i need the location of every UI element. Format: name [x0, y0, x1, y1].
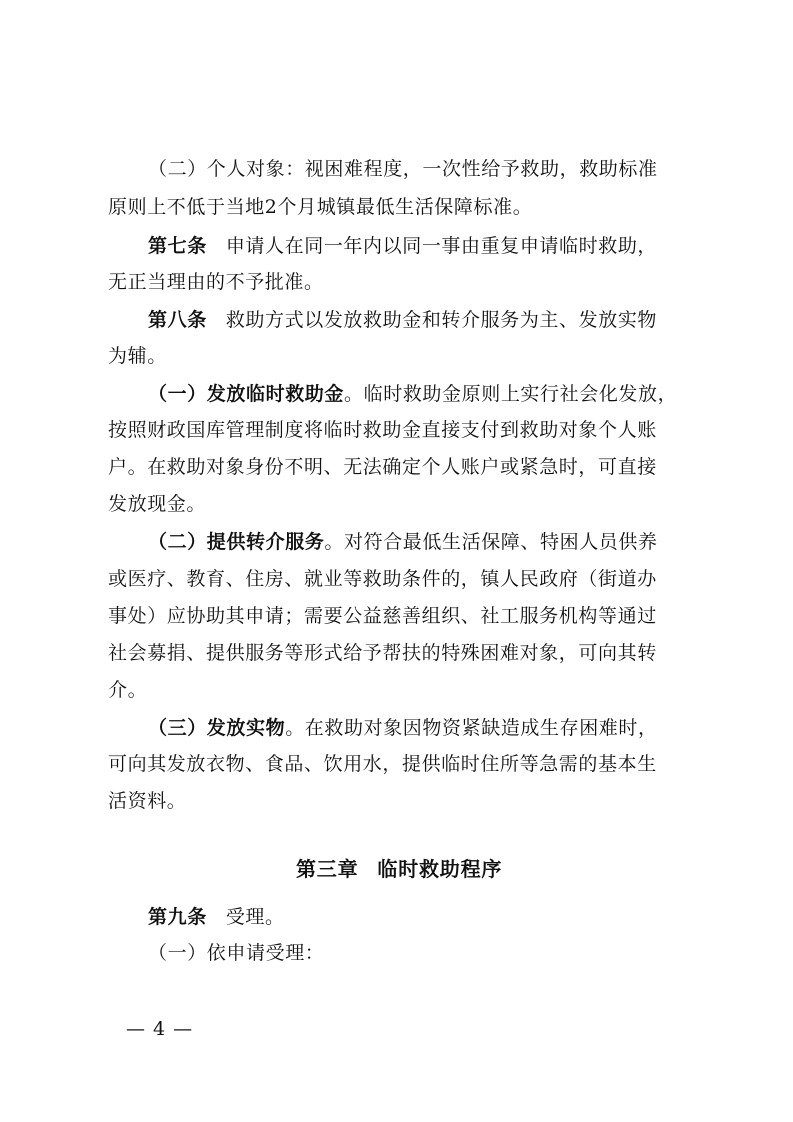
- paragraph-line: 或医疗、教育、住房、就业等救助条件的，镇人民政府（街道办: [108, 568, 657, 590]
- article-7: [148, 237, 657, 256]
- item-label: （三）发放实物: [148, 717, 286, 739]
- paragraph-line: 社会募捐、提供服务等形式给予帮扶的特殊困难对象，可向其转: [108, 642, 657, 664]
- sub-item: （一）依申请受理：: [148, 942, 325, 964]
- paragraph-line: 户。在救助对象身份不明、无法确定个人账户或紧急时，可直接: [108, 456, 657, 478]
- paragraph-line: 原则上不低于当地2个月城镇最低生活保障标准。: [108, 196, 533, 218]
- paragraph-line: 事处）应协助其申请；需要公益慈善组织、社工服务机构等通过: [108, 605, 657, 627]
- item-text: 。临时救助金原则上实行社会化发放，: [344, 383, 678, 405]
- item-label: （一）发放临时救助金: [148, 383, 345, 405]
- paragraph-line: 活资料。: [108, 790, 187, 812]
- item-3: [148, 719, 658, 738]
- article-label: 第七条: [148, 235, 207, 257]
- item-text: 。对符合最低生活保障、特困人员供养: [324, 531, 658, 553]
- item-label: （二）提供转介服务: [148, 531, 325, 553]
- paragraph-line: 发放现金。: [108, 493, 207, 515]
- article-text: 救助方式以发放救助金和转介服务为主、发放实物: [225, 309, 658, 331]
- chapter-heading: [296, 853, 502, 882]
- item-2: [148, 533, 658, 552]
- chapter-number: 第三章: [296, 857, 359, 881]
- page-number: — 4 —: [126, 1018, 194, 1040]
- article-label: 第九条: [148, 906, 207, 928]
- paragraph-line: 介。: [108, 679, 148, 701]
- paragraph-line: 可向其发放衣物、食品、饮用水，提供临时住所等急需的基本生: [108, 753, 657, 775]
- item-1: [148, 385, 677, 404]
- paragraph-line: （二）个人对象：视困难程度，一次性给予救助，救助标准: [148, 158, 658, 180]
- article-text: 申请人在同一年内以同一事由重复申请临时救助，: [225, 235, 658, 257]
- chapter-title: 临时救助程序: [377, 857, 503, 881]
- item-text: 。在救助对象因物资紧缺造成生存困难时，: [285, 717, 658, 739]
- paragraph-line: 按照财政国库管理制度将临时救助金直接支付到救助对象个人账: [108, 419, 657, 441]
- article-9: [148, 908, 285, 927]
- article-label: 第八条: [148, 309, 207, 331]
- article-8: [148, 311, 657, 330]
- article-text: 受理。: [225, 906, 285, 928]
- paragraph-line: 无正当理由的不予批准。: [108, 271, 324, 293]
- paragraph-line: 为辅。: [108, 345, 167, 367]
